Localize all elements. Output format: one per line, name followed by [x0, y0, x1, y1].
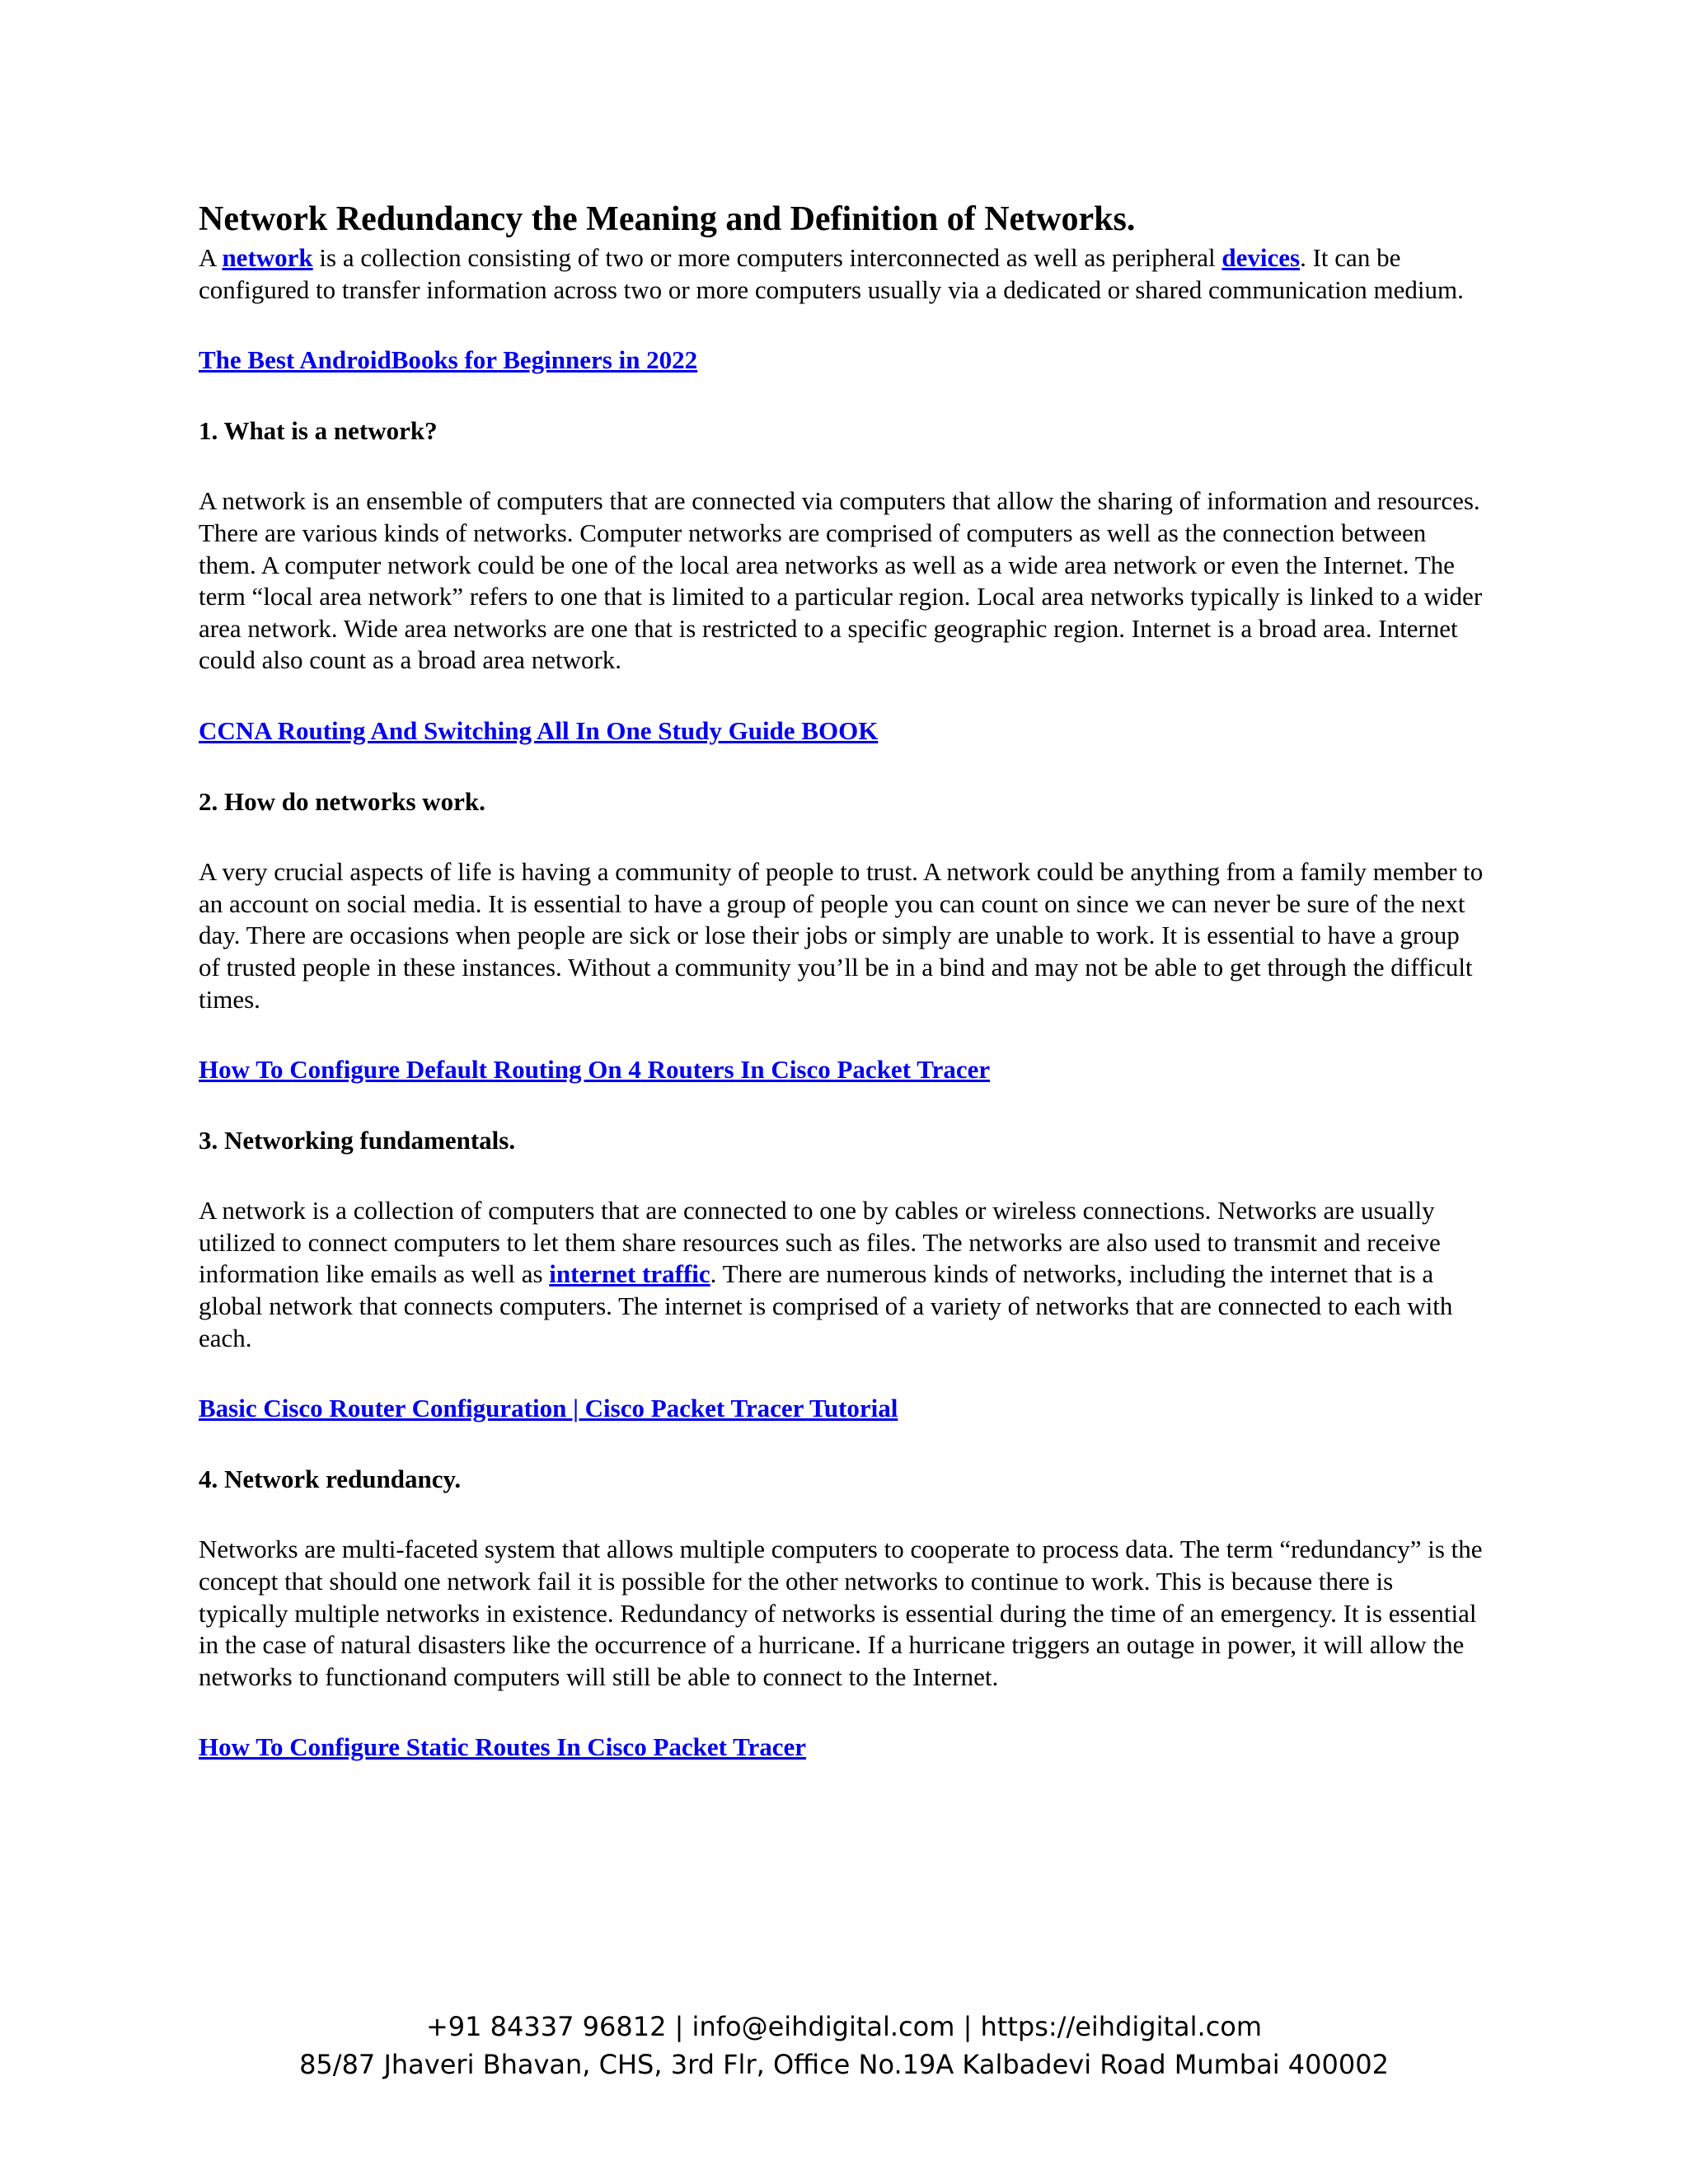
footer-contact-line: +91 84337 96812 | info@eihdigital.com | https://eihdigital.com [425, 2011, 1263, 2042]
section-heading: 3. Networking fundamentals. [199, 1125, 516, 1155]
related-link-row [199, 1393, 1484, 1425]
internet-traffic-link[interactable]: internet traffic [549, 1259, 710, 1289]
footer-address-line: 85/87 Jhaveri Bhavan, CHS, 3rd Flr, Office No.19A Kalbadevi Road Mumbai 400002 [299, 2049, 1389, 2080]
ccna-study-guide-link[interactable]: CCNA Routing And Switching All In One Study Guide BOOK [199, 715, 879, 745]
intro-text-start: A [199, 243, 223, 272]
default-routing-link[interactable]: How To Configure Default Routing On 4 Routers In Cisco Packet Tracer [199, 1055, 991, 1085]
related-link-row [199, 344, 1484, 377]
section-body: A very crucial aspects of life is having a community of people to trust. A network could be anything from a family member to an account on social media. It is essential to have a group of people you can count on since we can never be sure of the next day. There are occasions when people are sick or lose their jobs or simply are unable to work. It is essential to have a group of trusted people in these instances. Without a community you’ll be in a bind and may not be able to get through the difficult times. [199, 857, 1484, 1014]
basic-router-config-link[interactable]: Basic Cisco Router Configuration | Cisco Packet Tracer Tutorial [199, 1394, 898, 1423]
related-link-row [199, 1732, 1484, 1764]
section-body: Networks are multi-faceted system that allows multiple computers to cooperate to process data. The term “redundancy” is the concept that should one network fail it is possible for the other networks to continue to work. This is because there is typically multiple networks in existence. Redundancy of networks is essential during the time of an emergency. It is essential in the case of natural disasters like the occurrence of a hurricane. If a hurricane triggers an outage in power, it will allow the networks to functionand computers will still be able to connect to the Internet. [199, 1535, 1483, 1691]
intro-text-middle: is a collection consisting of two or more computers interconnected as well as peripheral [312, 243, 1222, 272]
devices-link[interactable]: devices [1221, 243, 1301, 272]
section-body: A network is an ensemble of computers that are connected via computers that allow the sharing of information and resources. There are various kinds of networks. Computer networks are comprised of computers as well as the connection between them. A computer network could be one of the local area networks as well as a wide area network or even the Internet. The term “local area network” refers to one that is limited to a particular region. Local area networks typically is linked to a wider area network. Wide area networks are one that is restricted to a specific geographic region. Internet is a broad area. Internet could also count as a broad area network. [199, 486, 1483, 675]
section-body-start: A network is a collection of computers that are connected to one by cables or wireless connections. Networks are usually utilized to connect computers to let them share resources such as files. The networks are also used to transmit and receive information like emails as well as [199, 1196, 1441, 1289]
section-heading: 1. What is a network? [199, 415, 438, 445]
page-title: Network Redundancy the Meaning and Definition of Networks. [199, 200, 1136, 238]
static-routes-link[interactable]: How To Configure Static Routes In Cisco Packet Tracer [199, 1732, 807, 1762]
intro-text-end: . It can be configured to transfer information across two or more computers usually via a dedicated or shared communication medium. [199, 243, 1464, 304]
related-link-row [199, 715, 1484, 748]
intro-paragraph [199, 242, 1484, 306]
document-page [199, 196, 1484, 1764]
related-link-row [199, 1054, 1484, 1086]
network-link[interactable]: network [222, 243, 313, 272]
section-body [199, 1195, 1484, 1354]
section-body-end: . There are numerous kinds of networks, including the internet that is a global network that connects computers. The internet is comprised of a variety of networks that are connected to each with each. [199, 1259, 1453, 1352]
section-heading: 4. Network redundancy. [199, 1464, 462, 1493]
section-heading: 2. How do networks work. [199, 786, 485, 816]
android-books-link[interactable]: The Best AndroidBooks for Beginners in 2022 [199, 345, 698, 375]
